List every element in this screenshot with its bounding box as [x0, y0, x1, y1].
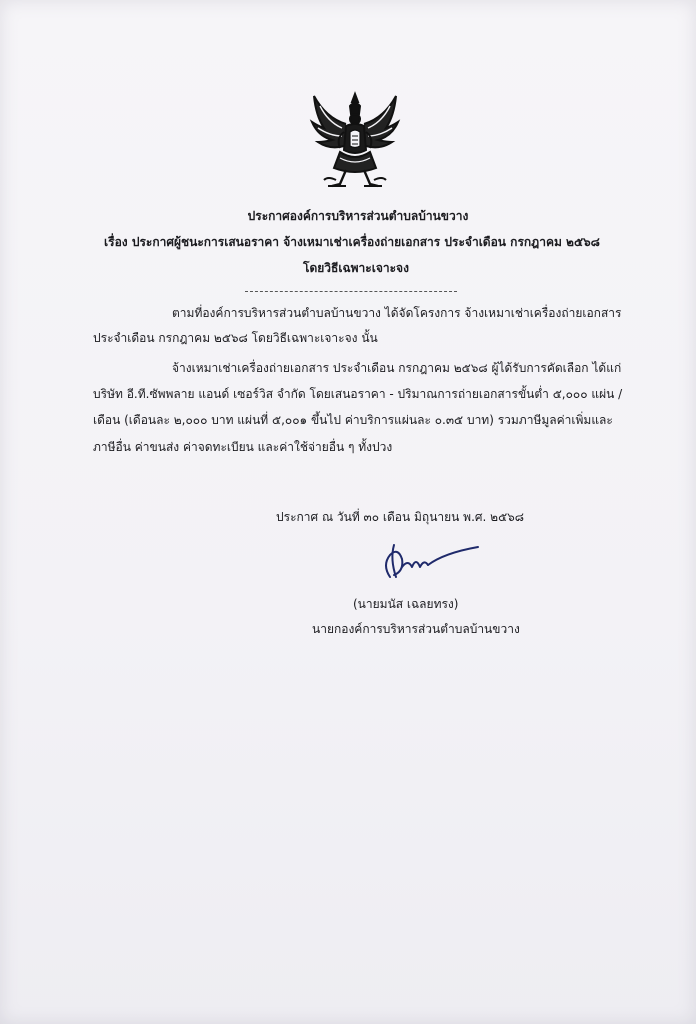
heading-org-name: ประกาศองค์การบริหารส่วนตำบลบ้านขวาง [247, 209, 469, 223]
garuda-emblem-icon [306, 88, 404, 192]
paragraph-1-line-2: ประจำเดือน กรกฎาคม ๒๕๖๘ โดยวิธีเฉพาะเจาะจง นั้น [93, 331, 378, 345]
announcement-date: ประกาศ ณ วันที่ ๓๐ เดือน มิถุนายน พ.ศ. ๒๕๖๘ [276, 510, 525, 524]
heading-subject: เรื่อง ประกาศผู้ชนะการเสนอราคา จ้างเหมาเช่าเครื่องถ่ายเอกสาร ประจำเดือน กรกฎาคม ๒๕๖๘ [104, 235, 600, 249]
paragraph-1-line-1: ตามที่องค์การบริหารส่วนตำบลบ้านขวาง ได้จัดโครงการ จ้างเหมาเช่าเครื่องถ่ายเอกสาร [172, 306, 622, 320]
paragraph-2-line-3: เดือน (เดือนละ ๒,๐๐๐ บาท แผ่นที่ ๕,๐๐๑ ขึ้นไป ค่าบริการแผ่นละ ๐.๓๕ บาท) รวมภาษีมูลค่าเพิ่มและ [93, 413, 613, 427]
signatory-name: (นายมนัส เฉลยทรง) [353, 597, 459, 611]
dashed-divider [245, 291, 457, 292]
paragraph-2-line-2: บริษัท อี.ที.ซัพพลาย แอนด์ เซอร์วิส จำกัด โดยเสนอราคา - ปริมาณการถ่ายเอกสารขั้นต่ำ ๕,๐๐๐ แผ่น / [93, 387, 623, 401]
signatory-title: นายกองค์การบริหารส่วนตำบลบ้านขวาง [312, 622, 520, 636]
heading-method: โดยวิธีเฉพาะเจาะจง [303, 261, 409, 275]
paragraph-2-line-4: ภาษีอื่น ค่าขนส่ง ค่าจดทะเบียน และค่าใช้จ่ายอื่น ๆ ทั้งปวง [93, 440, 393, 454]
handwritten-signature [380, 537, 484, 587]
paragraph-2-line-1: จ้างเหมาเช่าเครื่องถ่ายเอกสาร ประจำเดือน กรกฎาคม ๒๕๖๘ ผู้ได้รับการคัดเลือก ได้แก่ [172, 361, 622, 375]
